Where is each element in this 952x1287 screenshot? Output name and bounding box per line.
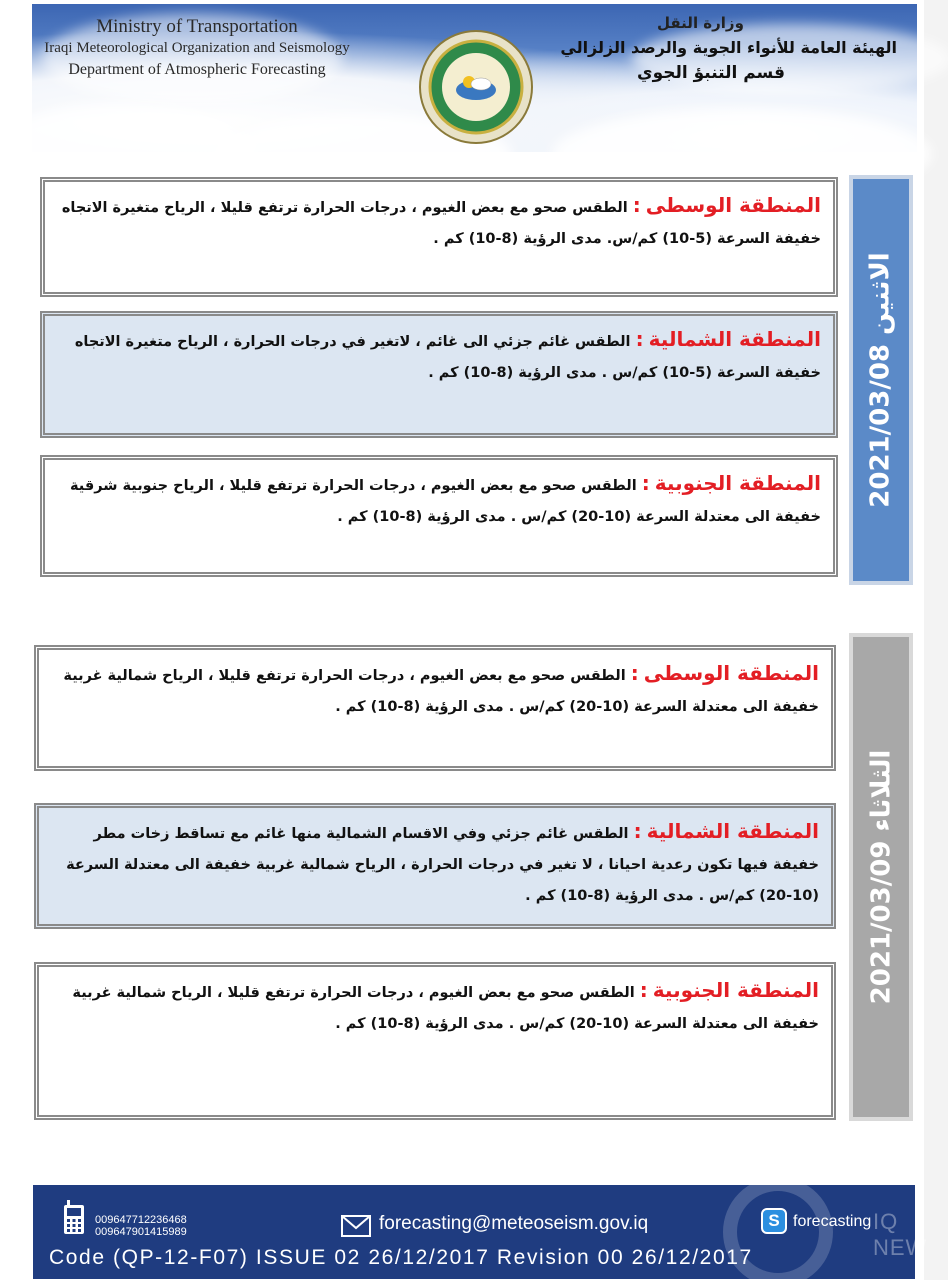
phone-icon	[63, 1199, 85, 1235]
skype-icon: S	[761, 1208, 787, 1234]
region-name: المنطقة الجنوبية	[652, 978, 819, 1002]
day-label: الثلاثاء 2021/03/09	[866, 749, 896, 1005]
region-colon: :	[632, 193, 641, 217]
phone-number: 009647712236468	[95, 1214, 187, 1226]
mail-icon	[341, 1215, 371, 1237]
department-name-ar: قسم التنبؤ الجوي	[637, 63, 785, 83]
watermark-text: IQ NEW	[873, 1209, 928, 1260]
phone-number: 009647901415989	[95, 1226, 187, 1238]
department-name-en: Department of Atmospheric Forecasting	[68, 61, 326, 78]
region-colon: :	[639, 978, 648, 1002]
region-box-north	[40, 311, 838, 438]
region-colon: :	[635, 327, 644, 351]
organization-name-ar: الهيئة العامة للأنواء الجوية والرصد الزلزالي	[560, 38, 897, 57]
arabic-header	[557, 14, 897, 83]
region-colon: :	[633, 819, 642, 843]
forecast-text: الطقس غائم جزئي الى غائم ، لاتغير في درجات الحرارة ، الرياح متغيرة الاتجاه خفيفة السرعة (5-10) كم/س . مدى الرؤية (8-10) كم .	[74, 334, 821, 381]
region-name: المنطقة الوسطى	[645, 193, 821, 217]
day-label: الاثنين 2021/03/08	[866, 252, 896, 508]
organization-name-en: Iraqi Meteorological Organization and Seismology	[44, 40, 350, 56]
region-box-south	[34, 962, 836, 1120]
forecast-text: الطقس صحو مع بعض الغيوم ، درجات الحرارة ترتفع قليلا ، الرياح شمالية غربية خفيفة الى معتدلة السرعة (10-20) كم/س . مدى الرؤية (8-10) كم .	[63, 668, 819, 715]
region-name: المنطقة الجنوبية	[654, 471, 821, 495]
forecast-text: الطقس صحو مع بعض الغيوم ، درجات الحرارة ترتفع قليلا ، الرياح متغيرة الاتجاه خفيفة السرعة (5-10) كم/س. مدى الرؤية (8-10) كم .	[61, 200, 821, 247]
email-link[interactable]: forecasting@meteoseism.gov.iq	[379, 1213, 649, 1234]
region-box-central	[40, 177, 838, 297]
ministry-name-en: Ministry of Transportation	[96, 16, 298, 37]
page-edge	[924, 0, 948, 1280]
region-box-north	[34, 803, 836, 929]
document-code-line: Code (QP-12-F07) ISSUE 02 26/12/2017 Revision 00 26/12/2017	[49, 1246, 753, 1269]
english-header	[32, 12, 362, 79]
forecast-text: الطقس صحو مع بعض الغيوم ، درجات الحرارة ترتفع قليلا ، الرياح شمالية غربية خفيفة الى معتدلة السرعة (10-20) كم/س . مدى الرؤية (8-10) كم .	[72, 985, 819, 1032]
region-colon: :	[630, 661, 639, 685]
region-name: المنطقة الشمالية	[646, 819, 819, 843]
day-tab-tuesday	[849, 633, 913, 1121]
ministry-seal	[417, 28, 535, 146]
region-name: المنطقة الشمالية	[648, 327, 821, 351]
forecast-text: الطقس صحو مع بعض الغيوم ، درجات الحرارة ترتفع قليلا ، الرياح جنوبية شرقية خفيفة الى معتدلة السرعة (10-20) كم/س . مدى الرؤية (8-10) كم .	[69, 478, 821, 525]
skype-handle[interactable]: forecasting	[793, 1213, 872, 1230]
day-tab-monday	[849, 175, 913, 585]
region-colon: :	[641, 471, 650, 495]
footer-bar	[33, 1185, 928, 1279]
phone-numbers	[95, 1214, 187, 1238]
forecast-text: الطقس غائم جزئي وفي الاقسام الشمالية منها غائم مع تساقط زخات مطر خفيفة فيها تكون رعدية احيانا ، لا تغير في درجات الحرارة ، الرياح شمالية غربية خفيفة الى معتدلة السرعة (10-20) كم/س . مدى الرؤية (8-10) كم .	[66, 826, 819, 904]
ministry-name-ar: وزارة النقل	[657, 14, 744, 32]
region-name: المنطقة الوسطى	[643, 661, 819, 685]
region-box-south	[40, 455, 838, 577]
header-banner	[32, 4, 917, 152]
region-box-central	[34, 645, 836, 771]
